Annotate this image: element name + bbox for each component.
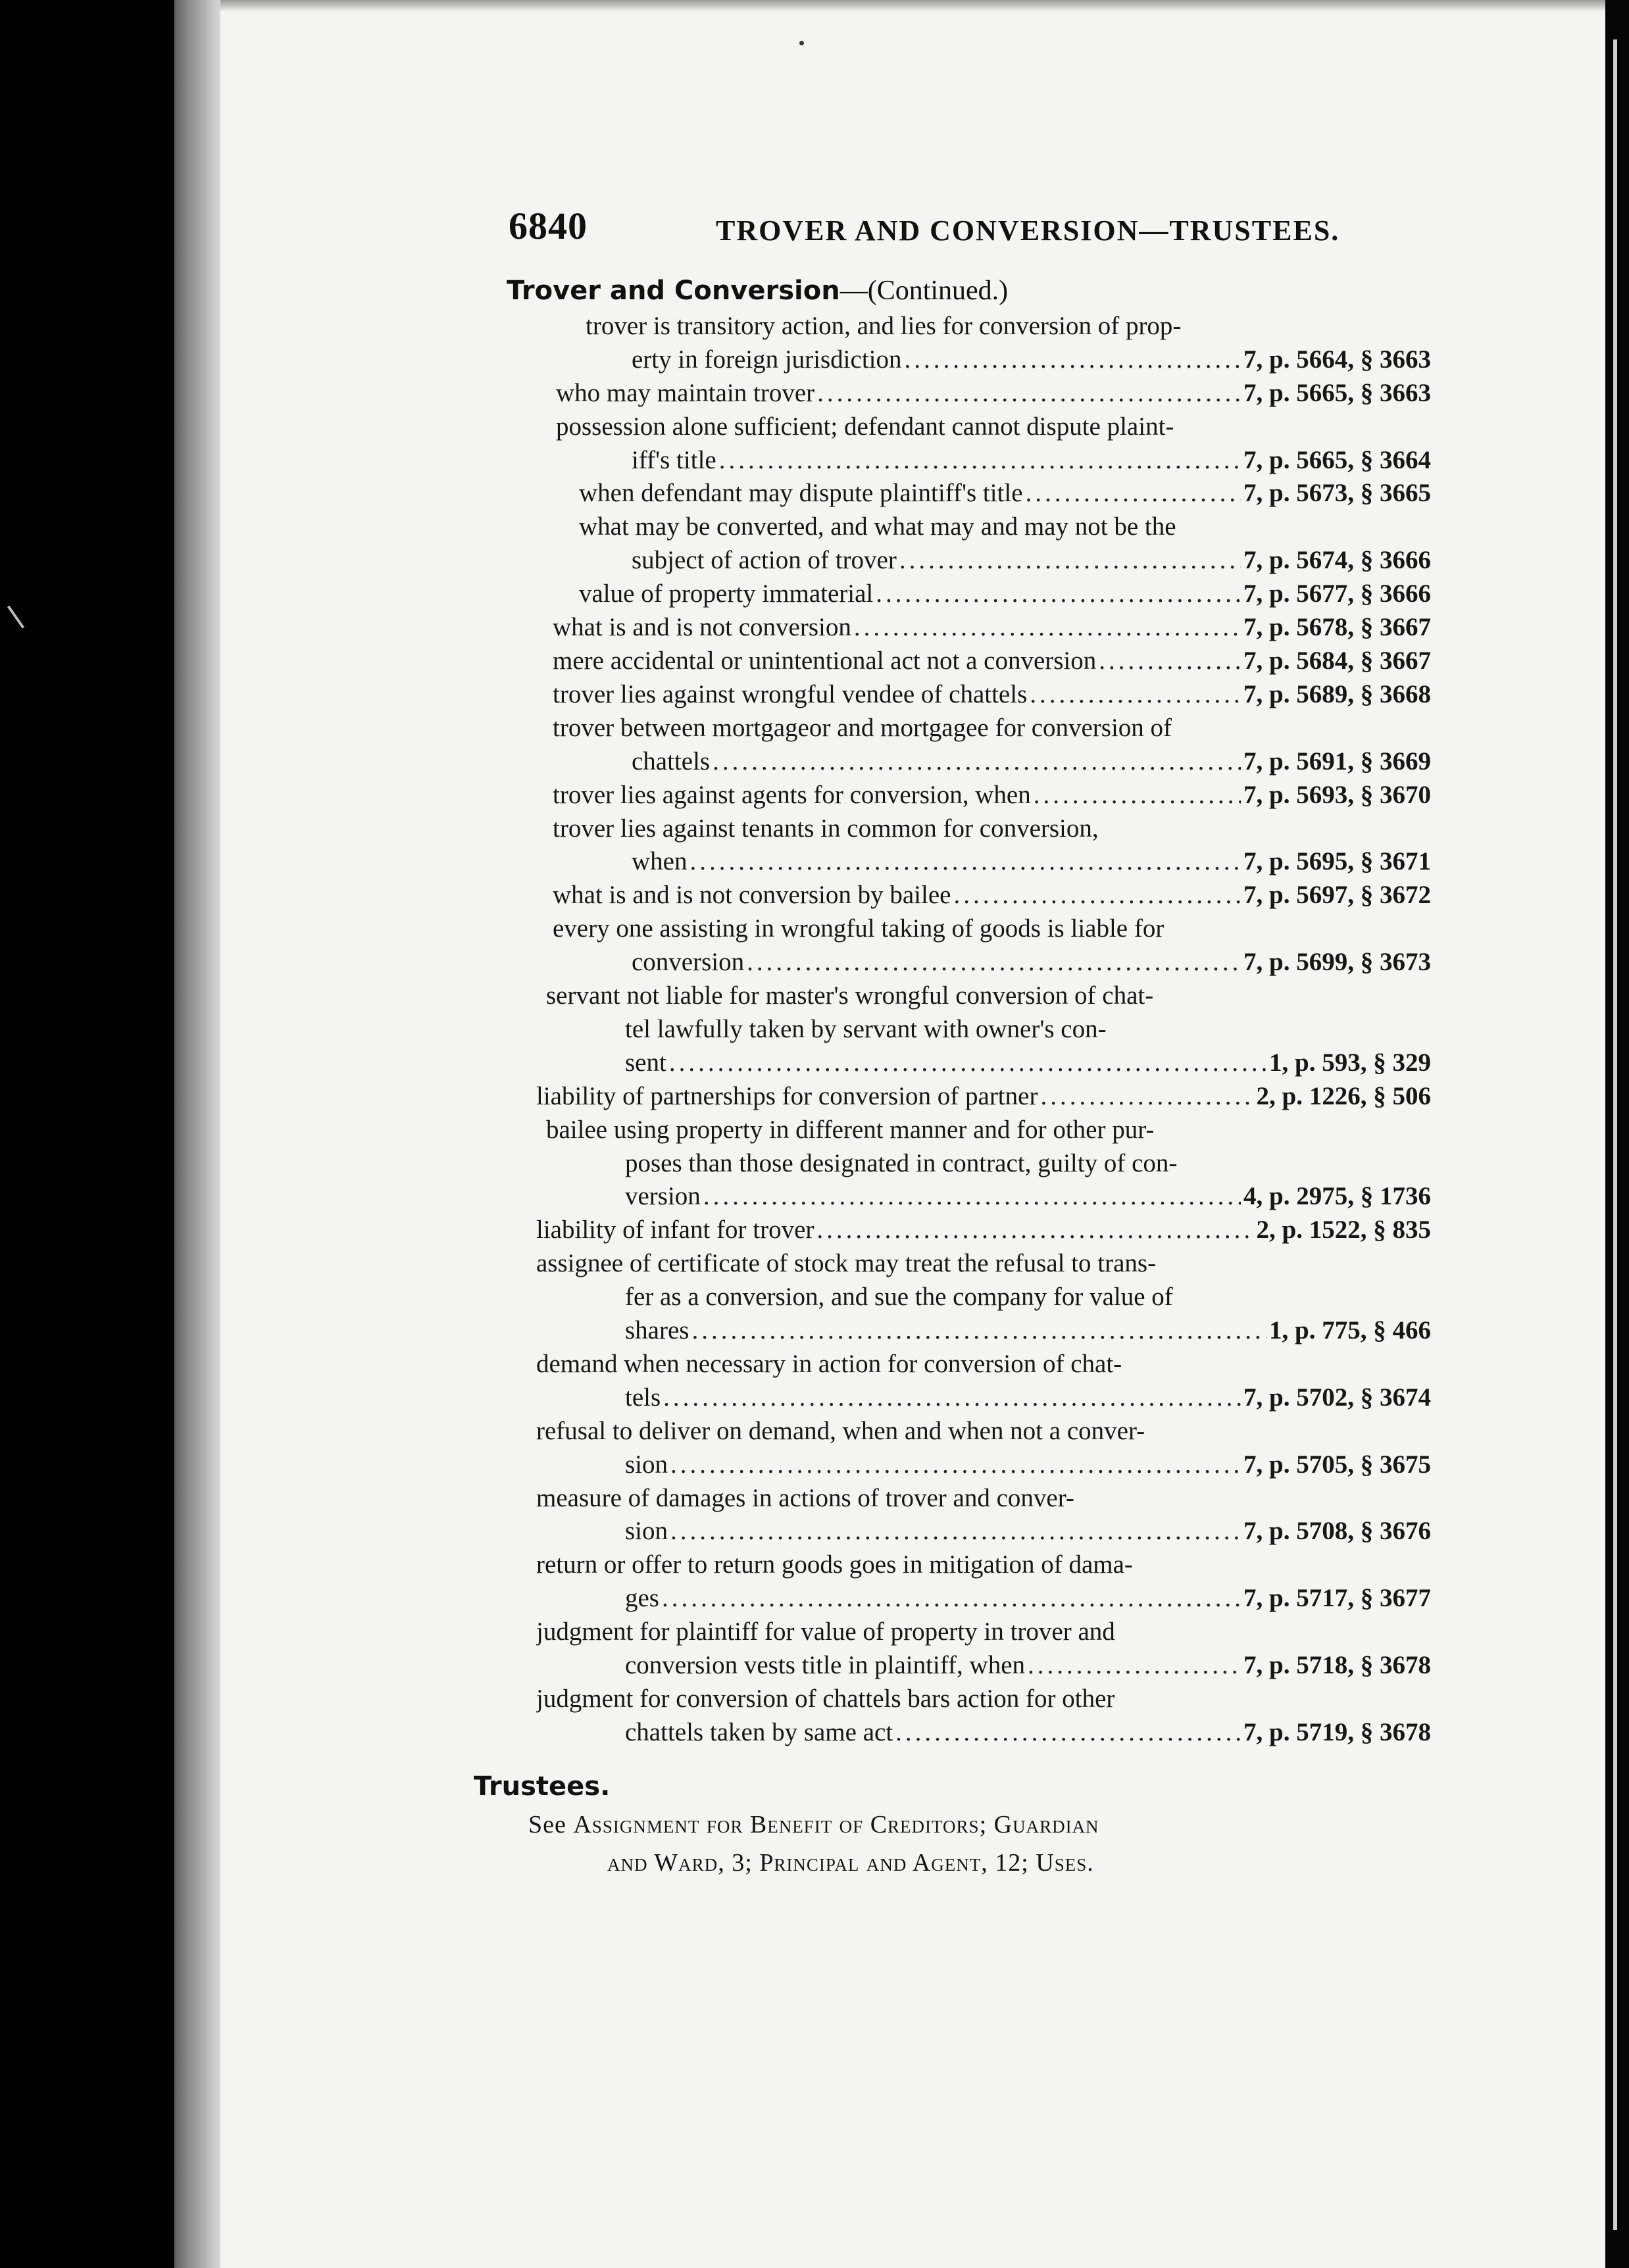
index-entry-final-line	[632, 543, 1431, 578]
index-entry-line	[553, 711, 1172, 745]
entry-text: shares	[625, 1316, 689, 1344]
dot-leader	[691, 1314, 1266, 1348]
dot-leader	[953, 878, 1241, 912]
index-entry-line	[586, 309, 1181, 343]
entry-text: what is and is not conversion	[553, 613, 851, 641]
entry-text: conversion vests title in plaintiff, when	[625, 1651, 1026, 1679]
volume-page-section-reference[interactable]: 7, p. 5674, § 3666	[1243, 546, 1431, 574]
index-entry-line	[625, 1146, 1177, 1181]
entry-text: trover lies against tenants in common for conversion,	[553, 814, 1099, 843]
entry-text: who may maintain trover	[556, 379, 815, 407]
index-entry-final-line	[553, 678, 1431, 712]
cross-reference-principal-agent[interactable]: Principal and Agent	[759, 1849, 982, 1877]
cross-reference-uses[interactable]: Uses	[1036, 1849, 1088, 1877]
entry-text: sent	[625, 1048, 666, 1077]
volume-page-section-reference[interactable]: 7, p. 5697, § 3672	[1243, 881, 1431, 909]
index-entry-line	[546, 1113, 1154, 1147]
entry-text: poses than those designated in contract, guilty of con-	[625, 1149, 1178, 1177]
dot-leader	[670, 1448, 1241, 1482]
book-spine-shadow	[174, 0, 220, 2268]
entry-text: when	[632, 847, 688, 875]
index-entry-final-line	[625, 1314, 1431, 1348]
volume-page-section-reference[interactable]: 7, p. 5699, § 3673	[1243, 948, 1431, 976]
entry-text: conversion	[632, 948, 745, 976]
dot-leader	[899, 543, 1241, 578]
index-entry-final-line	[625, 1648, 1431, 1683]
dot-leader	[854, 610, 1241, 645]
entry-text: demand when necessary in action for conversion of chat-	[536, 1350, 1122, 1378]
volume-page-section-reference[interactable]: 1, p. 593, § 329	[1269, 1048, 1431, 1077]
separator: ;	[979, 1811, 994, 1838]
guardian-number: , 3;	[718, 1849, 760, 1877]
dot-leader	[1040, 1079, 1253, 1114]
dot-leader	[1028, 1648, 1241, 1683]
entry-text: trover is transitory action, and lies for conversion of prop-	[586, 312, 1182, 340]
index-entry-final-line	[632, 443, 1431, 478]
entry-text: return or offer to return goods goes in mitigation of dama-	[536, 1550, 1133, 1579]
index-entry-final-line	[556, 376, 1431, 410]
volume-page-section-reference[interactable]: 7, p. 5693, § 3670	[1243, 781, 1431, 809]
index-entry-final-line	[625, 1448, 1431, 1482]
entry-text: when defendant may dispute plaintiff's title	[579, 479, 1023, 507]
dot-leader	[662, 1581, 1241, 1615]
scan-speck	[799, 41, 804, 45]
index-entry-line	[546, 979, 1153, 1013]
index-entry-final-line	[553, 610, 1431, 645]
see-word: See	[528, 1811, 566, 1838]
index-entry-final-line	[632, 343, 1431, 377]
index-entry-line	[579, 510, 1176, 544]
index-entry-final-line	[625, 1581, 1431, 1615]
dot-leader	[703, 1179, 1241, 1214]
volume-page-section-reference[interactable]: 7, p. 5719, § 3678	[1243, 1718, 1431, 1746]
index-entry-line	[553, 812, 1099, 846]
volume-page-section-reference[interactable]: 7, p. 5673, § 3665	[1243, 479, 1431, 507]
volume-page-section-reference[interactable]: 2, p. 1226, § 506	[1256, 1082, 1431, 1110]
entry-text: assignee of certificate of stock may treat the refusal to trans-	[536, 1249, 1157, 1277]
index-entry-line	[625, 1280, 1173, 1314]
index-entry-final-line	[632, 845, 1431, 879]
volume-page-section-reference[interactable]: 4, p. 2975, § 1736	[1243, 1182, 1431, 1210]
page-top-shadow	[220, 0, 1605, 12]
index-entry-final-line	[625, 1179, 1431, 1214]
section-continued: —(Continued.)	[840, 276, 1009, 306]
index-entry-line	[556, 410, 1174, 444]
trustees-heading	[474, 1771, 610, 1802]
volume-page-section-reference[interactable]: 7, p. 5717, § 3677	[1243, 1584, 1431, 1612]
index-entry-line	[536, 1481, 1074, 1516]
section-title: Trover and Conversion	[507, 276, 840, 306]
dot-leader	[1030, 678, 1241, 712]
entry-text: tels	[625, 1383, 661, 1412]
entry-text: trover lies against wrongful vendee of chattels	[553, 680, 1028, 708]
entry-text: iff's title	[632, 446, 716, 474]
volume-page-section-reference[interactable]: 1, p. 775, § 466	[1269, 1316, 1431, 1344]
entry-text: what may be converted, and what may and may not be the	[579, 512, 1176, 541]
index-entry-final-line	[625, 1514, 1431, 1548]
entry-text: subject of action of trover	[632, 546, 897, 574]
scan-right-margin	[1605, 0, 1629, 2268]
dot-leader	[719, 443, 1241, 478]
cross-reference-assignment[interactable]: Assignment for Benefit of Creditors	[573, 1811, 980, 1838]
trustees-see-line-1	[528, 1810, 1099, 1839]
volume-page-section-reference[interactable]: 7, p. 5665, § 3663	[1243, 379, 1431, 407]
dot-leader	[905, 343, 1241, 377]
volume-page-section-reference[interactable]: 7, p. 5708, § 3676	[1243, 1517, 1431, 1545]
volume-page-section-reference[interactable]: 7, p. 5677, § 3666	[1243, 579, 1431, 608]
dot-leader	[689, 845, 1241, 879]
entry-text: liability of infant for trover	[536, 1216, 814, 1244]
entry-text: bailee using property in different manner and for other pur-	[546, 1116, 1155, 1144]
volume-page-section-reference[interactable]: 7, p. 5678, § 3667	[1243, 613, 1431, 641]
volume-page-section-reference[interactable]: 7, p. 5664, § 3663	[1243, 345, 1431, 374]
index-entry-line	[536, 1682, 1115, 1716]
volume-page-section-reference[interactable]: 7, p. 5689, § 3668	[1243, 680, 1431, 708]
entry-text: sion	[625, 1450, 668, 1479]
index-entry-line	[536, 1615, 1115, 1649]
entry-text: value of property immaterial	[579, 579, 874, 608]
index-entry-line	[536, 1548, 1133, 1582]
index-entry-final-line	[632, 745, 1431, 779]
volume-page-section-reference[interactable]: 7, p. 5691, § 3669	[1243, 747, 1431, 776]
index-entry-final-line	[536, 1079, 1431, 1114]
scan-left-margin	[0, 0, 174, 2268]
dot-leader	[1034, 778, 1241, 812]
dot-leader	[669, 1046, 1266, 1080]
entry-text: possession alone sufficient; defendant cannot dispute plaint-	[556, 412, 1174, 441]
section-heading	[507, 275, 1008, 307]
index-entry-final-line	[553, 644, 1431, 678]
dot-leader	[895, 1715, 1241, 1750]
trustees-title: Trustees.	[474, 1771, 611, 1802]
entry-text: trover between mortgageor and mortgagee for conversion of	[553, 714, 1172, 742]
index-entry-line	[553, 912, 1164, 946]
dot-leader	[747, 945, 1241, 979]
dot-leader	[713, 745, 1241, 779]
principal-number: , 12;	[981, 1849, 1036, 1877]
dot-leader	[1099, 644, 1241, 678]
index-entry-line	[625, 1012, 1107, 1047]
dot-leader	[670, 1514, 1241, 1548]
dot-leader	[816, 1213, 1253, 1247]
index-entry-final-line	[632, 945, 1431, 979]
trustees-see-line-2	[607, 1848, 1094, 1877]
index-entry-final-line	[579, 577, 1431, 611]
entry-text: tel lawfully taken by servant with owner's con-	[625, 1015, 1107, 1043]
entry-text: erty in foreign jurisdiction	[632, 345, 902, 374]
entry-text: judgment for plaintiff for value of property in trover and	[536, 1617, 1115, 1646]
entry-text: ges	[625, 1584, 659, 1612]
entry-text: version	[625, 1182, 701, 1210]
index-entry-final-line	[536, 1213, 1431, 1247]
volume-page-section-reference[interactable]: 2, p. 1522, § 835	[1256, 1216, 1431, 1244]
running-head: TROVER AND CONVERSION—TRUSTEES.	[716, 214, 1340, 247]
entry-text: measure of damages in actions of trover and conver-	[536, 1484, 1074, 1512]
entry-text: chattels taken by same act	[625, 1718, 893, 1746]
dot-leader	[876, 577, 1241, 611]
entry-text: every one assisting in wrongful taking of goods is liable for	[553, 914, 1165, 943]
index-entry-final-line	[625, 1046, 1431, 1080]
volume-page-section-reference[interactable]: 7, p. 5665, § 3664	[1243, 446, 1431, 474]
next-page-edge	[1613, 39, 1617, 2230]
index-entry-line	[536, 1414, 1145, 1448]
cross-reference-guardian[interactable]: Guardian	[993, 1811, 1099, 1838]
final-period: .	[1087, 1849, 1094, 1877]
index-entry-final-line	[553, 778, 1431, 812]
dot-leader	[817, 376, 1241, 410]
entry-text: liability of partnerships for conversion of partner	[536, 1082, 1038, 1110]
volume-page-section-reference[interactable]: 7, p. 5705, § 3675	[1243, 1450, 1431, 1479]
index-entry-final-line	[553, 878, 1431, 912]
volume-page-section-reference[interactable]: 7, p. 5702, § 3674	[1243, 1383, 1431, 1412]
volume-page-section-reference[interactable]: 7, p. 5718, § 3678	[1243, 1651, 1431, 1679]
index-entry-final-line	[579, 476, 1431, 510]
entry-text: servant not liable for master's wrongful conversion of chat-	[546, 981, 1154, 1010]
entry-text: chattels	[632, 747, 711, 776]
volume-page-section-reference[interactable]: 7, p. 5684, § 3667	[1243, 647, 1431, 675]
entry-text: refusal to deliver on demand, when and when not a conver-	[536, 1417, 1145, 1445]
entry-text: trover lies against agents for conversion, when	[553, 781, 1031, 809]
entry-text: judgment for conversion of chattels bars action for other	[536, 1685, 1115, 1713]
entry-text: mere accidental or unintentional act not a conversion	[553, 647, 1097, 675]
dot-leader	[663, 1381, 1241, 1415]
index-entry-line	[536, 1347, 1122, 1381]
cross-reference-guardian-ward[interactable]: and Ward	[607, 1849, 718, 1877]
index-entry-final-line	[625, 1715, 1431, 1750]
page-number: 6840	[509, 205, 588, 247]
entry-text: what is and is not conversion by bailee	[553, 881, 951, 909]
index-entry-line	[536, 1246, 1156, 1281]
index-entry-final-line	[625, 1381, 1431, 1415]
entry-text: sion	[625, 1517, 668, 1545]
volume-page-section-reference[interactable]: 7, p. 5695, § 3671	[1243, 847, 1431, 875]
dot-leader	[1026, 476, 1241, 510]
entry-text: fer as a conversion, and sue the company for value of	[625, 1283, 1173, 1311]
